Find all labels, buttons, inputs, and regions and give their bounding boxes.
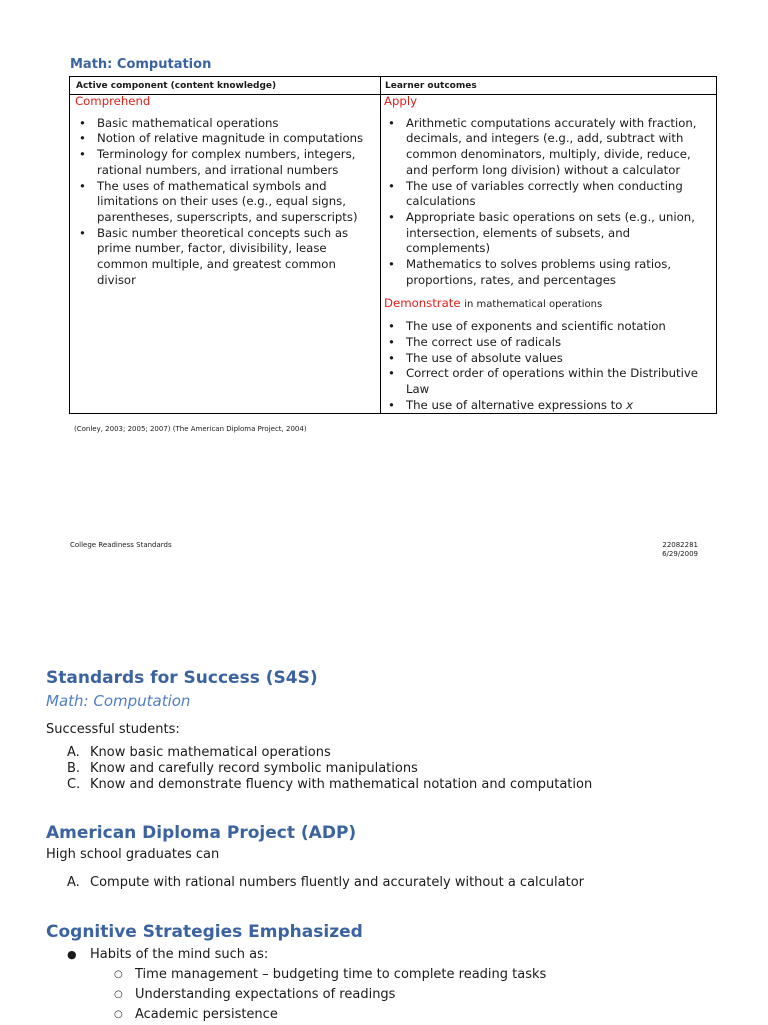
list-item: • Correct order of operations within the Distributive Law: [384, 366, 714, 397]
list-item: [46, 945, 546, 965]
comprehend-list: [75, 116, 375, 289]
list-marker: A.: [67, 875, 80, 890]
apply-list: [384, 116, 714, 289]
demonstrate-title-line: [384, 296, 714, 313]
cognitive-heading: Cognitive Strategies Emphasized: [46, 922, 363, 942]
list-item: [46, 875, 584, 891]
list-item: [46, 777, 592, 793]
circle-bullet-icon: ○: [114, 969, 123, 980]
list-item: • Basic mathematical operations: [75, 116, 375, 132]
list-item: • Notion of relative magnitude in computations: [75, 131, 375, 147]
comprehend-title: Comprehend: [75, 94, 151, 108]
adp-list: [46, 875, 584, 891]
list-item: • The use of absolute values: [384, 351, 714, 367]
list-item: • The use of exponents and scientific notation: [384, 319, 714, 335]
list-item: [46, 761, 592, 777]
list-item: • Basic number theoretical concepts such as prime number, factor, divisibility, lease common multiple, and greatest common divisor: [75, 226, 375, 289]
cognitive-list: [46, 945, 546, 1025]
adp-heading: American Diploma Project (ADP): [46, 823, 357, 843]
list-item: • Arithmetic computations accurately with fraction, decimals, and integers (e.g., add, subtract with common denominators, multiply, divide, reduce, and perform long division) without a calculator: [384, 116, 714, 179]
footer-date: 6/29/2009: [662, 550, 698, 558]
list-item: • The use of variables correctly when conducting calculations: [384, 179, 714, 210]
list-marker: B.: [67, 761, 81, 776]
list-item: [46, 745, 592, 761]
list-item-text: Compute with rational numbers fluently and accurately without a calculator: [90, 875, 585, 890]
list-item-text: Know and carefully record symbolic manipulations: [90, 761, 418, 776]
column-divider: [380, 77, 381, 413]
list-item: [46, 985, 546, 1005]
footer-title: College Readiness Standards: [70, 541, 172, 549]
demonstrate-suffix: in mathematical operations: [464, 299, 603, 311]
list-item-text: Know basic mathematical operations: [90, 745, 331, 760]
list-item-text: Academic persistence: [135, 1007, 278, 1022]
citation: (Conley, 2003; 2005; 2007) (The American Diploma Project, 2004): [74, 425, 307, 433]
s4s-intro: Successful students:: [46, 722, 180, 737]
list-item: • Terminology for complex numbers, integers, rational numbers, and irrational numbers: [75, 147, 375, 178]
list-marker: A.: [67, 745, 80, 760]
right-cell: [384, 94, 714, 413]
column-header-learner-outcomes: Learner outcomes: [385, 81, 477, 91]
demonstrate-title: Demonstrate: [384, 296, 461, 311]
column-header-active-component: Active component (content knowledge): [76, 81, 277, 91]
list-item: [46, 1005, 546, 1025]
s4s-list: [46, 745, 592, 793]
list-item-text: Know and demonstrate fluency with mathematical notation and computation: [90, 777, 593, 792]
apply-title: Apply: [384, 94, 417, 108]
list-item-text: Time management – budgeting time to complete reading tasks: [135, 967, 547, 982]
list-item: • Appropriate basic operations on sets (e.g., union, intersection, elements of subsets, and complements): [384, 210, 714, 257]
left-cell: [75, 94, 375, 288]
variable-x: x: [626, 397, 634, 412]
demonstrate-list: [384, 319, 714, 413]
table-heading: Math: Computation: [70, 57, 212, 72]
s4s-subheading: Math: Computation: [46, 692, 191, 710]
list-item-text: The use of alternative expressions to: [406, 397, 623, 412]
list-item: • Mathematics to solves problems using ratios, proportions, rates, and percentages: [384, 257, 714, 288]
list-item: [46, 965, 546, 985]
footer-id: 22082281: [662, 541, 698, 549]
list-item-text: Understanding expectations of readings: [135, 987, 396, 1002]
adp-intro: High school graduates can: [46, 847, 220, 862]
circle-bullet-icon: ○: [114, 1009, 123, 1020]
standards-table: [69, 76, 717, 414]
list-marker: C.: [67, 777, 81, 792]
list-item: • The correct use of radicals: [384, 335, 714, 351]
footer-meta: [658, 541, 698, 559]
bullet-icon: ●: [67, 948, 77, 961]
s4s-heading: Standards for Success (S4S): [46, 668, 318, 688]
list-item-text: Habits of the mind such as:: [90, 947, 269, 962]
list-item: • The uses of mathematical symbols and limitations on their uses (e.g., equal signs, parentheses, superscripts, and superscripts): [75, 179, 375, 226]
list-item: [384, 398, 714, 414]
circle-bullet-icon: ○: [114, 989, 123, 1000]
